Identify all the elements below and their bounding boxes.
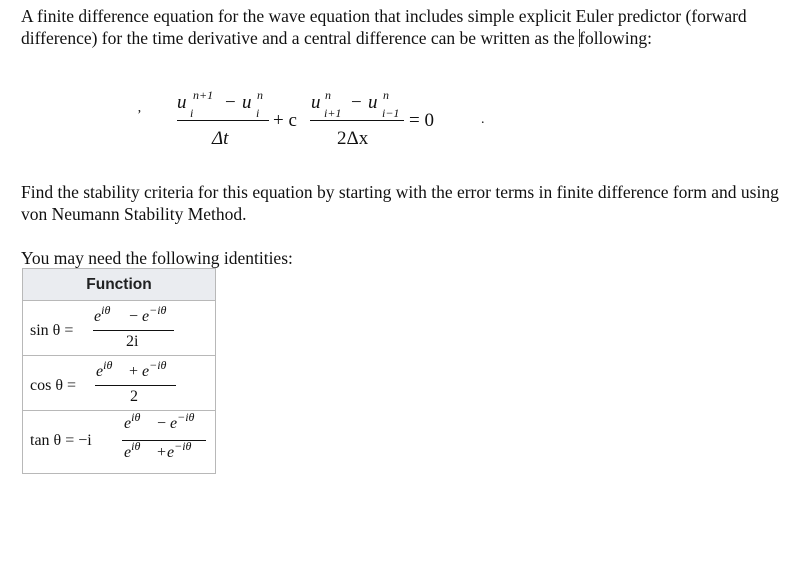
table-header-function: Function (23, 269, 215, 300)
term1-sup-a: n+1 (193, 88, 214, 102)
sin-lhs: sin θ = (30, 322, 74, 339)
tan-den-e1: $e^{i\theta}$ (124, 439, 141, 461)
cos-fraction-bar (95, 385, 176, 386)
term1-denominator: Δt (212, 128, 229, 149)
trailing-dot: . (481, 112, 485, 127)
sin-num-e2: $e^{-i\theta}$ (142, 303, 167, 325)
tan-lhs: tan θ = −i (30, 432, 92, 449)
term2-denominator: 2Δx (337, 128, 369, 149)
sin-num-op: − (129, 308, 139, 325)
intro-text-a: A finite difference equation for the wave equation that includes simple explicit Euler predictor (forward difference) for the time derivative and a central difference can be written as the (21, 6, 747, 48)
identity-row-cos (22, 356, 216, 410)
cos-den: 2 (130, 388, 138, 405)
term2-sub-b: i−1 (382, 106, 400, 120)
identities-table (22, 268, 216, 474)
cos-num-op: + (129, 363, 139, 380)
tan-num-op: − (157, 415, 167, 432)
term2-sup-a: n (325, 88, 331, 102)
cos-lhs: cos θ = (30, 377, 77, 394)
term2-minus: − (351, 92, 362, 113)
term2-sup-b: n (383, 88, 389, 102)
wave-equation (0, 0, 809, 170)
cos-num-e1: $e^{i\theta}$ (96, 358, 113, 380)
term1-sub-b: i (256, 106, 260, 120)
term1-minus: − (225, 92, 236, 113)
identities-intro: You may need the following identities: (21, 248, 293, 268)
term2-sub-a: i+1 (324, 106, 342, 120)
term2-u-b: u (368, 92, 378, 113)
sin-fraction-bar (93, 330, 174, 331)
tan-num-e2: $e^{-i\theta}$ (170, 410, 195, 432)
tan-den-e2: $e^{-i\theta}$ (167, 439, 192, 461)
sin-num-e1: $e^{i\theta}$ (94, 303, 111, 325)
term1-u-a: u (177, 92, 187, 113)
cos-num-e2: $e^{-i\theta}$ (142, 358, 167, 380)
stability-paragraph: Find the stability criteria for this equation by starting with the error terms in finite difference form and using von Neumann Stability Method. (21, 182, 779, 224)
term1-sub-a: i (190, 106, 194, 120)
term1-u-b: u (242, 92, 252, 113)
tan-num-e1: $e^{i\theta}$ (124, 410, 141, 432)
term1-sup-b: n (257, 88, 263, 102)
equals-zero: = 0 (409, 110, 434, 131)
plus-c: + c (273, 110, 297, 131)
term2-fraction-bar (310, 120, 404, 121)
lead-mark: ʼ (137, 108, 142, 123)
identity-row-sin (22, 301, 216, 355)
intro-first-letter: f (579, 28, 585, 48)
identity-row-tan (22, 411, 216, 473)
term1-fraction-bar (177, 120, 269, 121)
term2-u-a: u (311, 92, 321, 113)
tan-den-op: + (157, 444, 167, 461)
intro-text-b: ollowing: (584, 28, 653, 48)
sin-den: 2i (126, 333, 139, 350)
